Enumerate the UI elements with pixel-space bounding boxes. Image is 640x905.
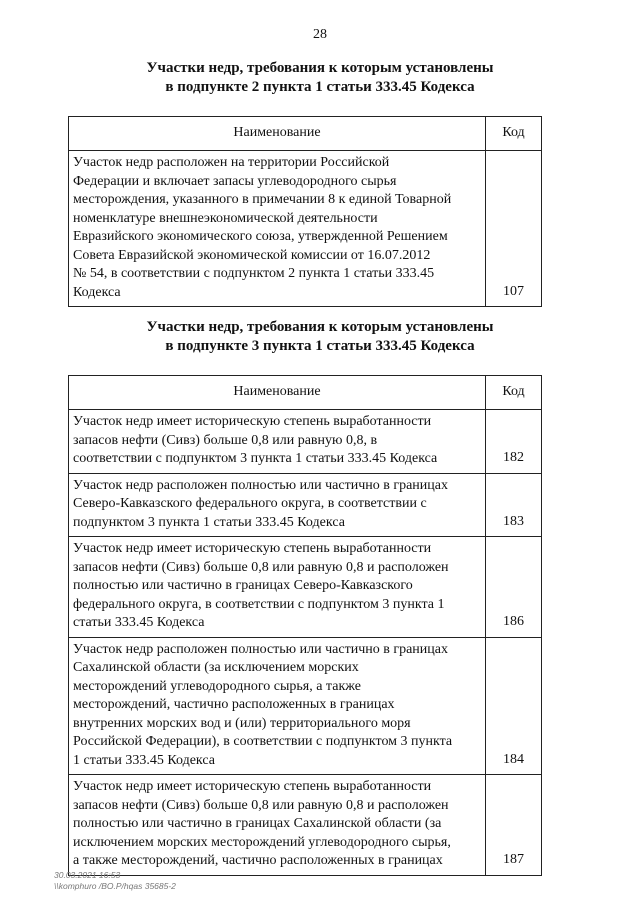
row-name-line: № 54, в соответствии с подпунктом 2 пункта 1 статьи 333.45	[73, 266, 435, 281]
row-name-line: Участок недр имеет историческую степень выработанности	[73, 541, 432, 556]
row-name-line: Участок недр имеет историческую степень выработанности	[73, 414, 432, 429]
column-header-name: Наименование	[69, 376, 486, 410]
row-name-line: Участок недр расположен полностью или частично в границах	[73, 641, 448, 657]
row-name-cell	[69, 775, 486, 876]
row-name-line: полностью или частично в границах Сахалинской области (за	[73, 816, 442, 831]
row-code-cell: 187	[486, 775, 542, 876]
row-name-cell	[69, 537, 486, 638]
row-name-line: Северо-Кавказского федерального округа, в соответствии с	[73, 496, 427, 511]
section-1-heading	[60, 59, 580, 97]
row-name-line: Евразийского экономического союза, утвержденной Решением	[73, 229, 448, 244]
row-name-line: а также месторождений, частично расположенных в границах	[73, 853, 443, 868]
row-name-line: месторождений, частично расположенных в границах	[73, 697, 395, 712]
table-row	[69, 151, 542, 307]
print-stamp-path: \\komphuro /BO.P/hqas 35685-2	[54, 881, 176, 891]
section-2-heading	[60, 318, 580, 356]
table-row	[69, 775, 542, 876]
row-code-cell: 186	[486, 537, 542, 638]
row-name-line: месторождения, указанного в примечании 8 к единой Товарной	[73, 192, 452, 207]
print-stamp-date: 30.03.2021 16:53	[54, 870, 121, 880]
section-2-table	[68, 375, 542, 876]
row-name-line: Кодекса	[73, 284, 121, 300]
column-header-code: Код	[486, 376, 542, 410]
section-1-table	[68, 116, 542, 307]
section-2-heading-line-1: Участки недр, требования к которым установлены	[146, 319, 494, 335]
row-name-line: запасов нефти (Сивз) больше 0,8 или равную 0,8 и расположен	[73, 559, 449, 575]
row-name-line: Сахалинской области (за исключением морских	[73, 660, 359, 675]
row-name-line: Участок недр расположен полностью или частично в границах	[73, 477, 448, 493]
row-name-line: Федерации и включает запасы углеводородного сырья	[73, 173, 397, 189]
table-row	[69, 410, 542, 474]
row-name-line: подпунктом 3 пункта 1 статьи 333.45 Кодекса	[73, 514, 345, 530]
table-row	[69, 473, 542, 537]
section-1-heading-line-1: Участки недр, требования к которым установлены	[146, 60, 494, 76]
table-row	[69, 537, 542, 638]
section-2-heading-line-2: в подпункте 3 пункта 1 статьи 333.45 Кодекса	[165, 338, 475, 354]
row-name-cell	[69, 473, 486, 537]
row-name-line: полностью или частично в границах Северо-Кавказского	[73, 578, 413, 593]
section-1-table-header	[69, 117, 542, 151]
row-name-line: Участок недр имеет историческую степень выработанности	[73, 779, 432, 794]
column-header-code: Код	[486, 117, 542, 151]
row-name-line: месторождений углеводородного сырья, а также	[73, 678, 361, 694]
row-code-cell: 107	[486, 151, 542, 307]
row-name-line: запасов нефти (Сивз) больше 0,8 или равную 0,8 и расположен	[73, 797, 449, 813]
row-name-line: внутренних морских вод и (или) территориального моря	[73, 715, 411, 731]
row-code-cell: 183	[486, 473, 542, 537]
row-name-cell	[69, 637, 486, 775]
row-name-line: Российской Федерации), в соответствии с подпунктом 3 пункта	[73, 734, 453, 749]
row-name-line: исключением морских месторождений углеводородного сырья,	[73, 834, 451, 850]
row-name-cell	[69, 151, 486, 307]
row-name-line: соответствии с подпунктом 3 пункта 1 статьи 333.45 Кодекса	[73, 451, 438, 466]
row-code-cell: 184	[486, 637, 542, 775]
row-name-line: 1 статьи 333.45 Кодекса	[73, 752, 215, 768]
row-name-line: Совета Евразийской экономической комиссии от 16.07.2012	[73, 247, 431, 263]
row-name-line: статьи 333.45 Кодекса	[73, 615, 205, 630]
row-code-cell: 182	[486, 410, 542, 474]
table-row	[69, 637, 542, 775]
row-name-cell	[69, 410, 486, 474]
row-name-line: Участок недр расположен на территории Российской	[73, 155, 390, 170]
row-name-line: запасов нефти (Сивз) больше 0,8 или равную 0,8, в	[73, 432, 378, 448]
row-name-line: номенклатуре внешнеэкономической деятельности	[73, 210, 378, 226]
section-2-table-header	[69, 376, 542, 410]
page-number: 28	[313, 27, 327, 42]
column-header-name: Наименование	[69, 117, 486, 151]
section-1-heading-line-2: в подпункте 2 пункта 1 статьи 333.45 Кодекса	[165, 79, 475, 95]
row-name-line: федерального округа, в соответствии с подпунктом 3 пункта 1	[73, 596, 445, 612]
